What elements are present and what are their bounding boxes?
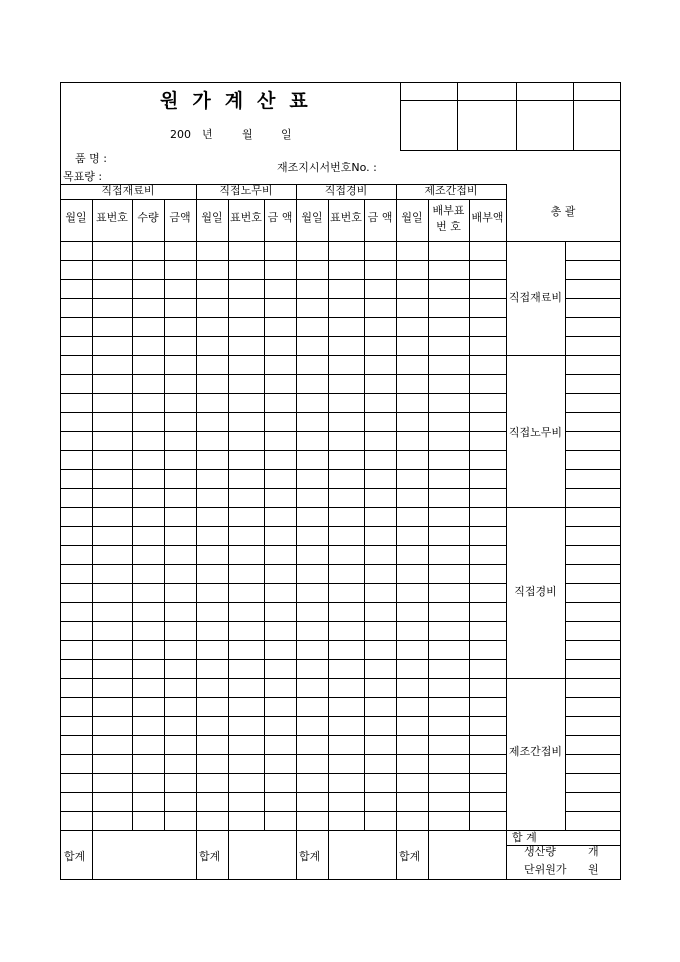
grid-line: [565, 545, 621, 546]
grid-line: [565, 374, 621, 375]
grid-line: [132, 199, 133, 831]
grid-line: [60, 879, 621, 880]
grid-line: [164, 199, 165, 831]
grid-line: [400, 100, 621, 101]
grid-line: [565, 317, 621, 318]
grid-line: [565, 735, 621, 736]
grid-line: [565, 488, 621, 489]
grid-line: [60, 260, 507, 261]
grid-line: [469, 199, 470, 831]
group-header-direct-labor: 직접노무비: [219, 184, 273, 197]
date-day-unit: 일: [281, 128, 292, 141]
summary-section-label: 직접재료비: [508, 291, 563, 304]
grid-line: [60, 526, 507, 527]
grid-line: [565, 355, 621, 356]
grid-line: [565, 412, 621, 413]
grid-line: [60, 564, 507, 565]
col-header: 금액: [169, 211, 191, 224]
product-name-label: 품 명 :: [75, 152, 107, 165]
grid-line: [60, 336, 507, 337]
summary-section-label: 제조간접비: [508, 745, 563, 758]
grid-line: [565, 583, 621, 584]
grid-line: [364, 199, 365, 831]
page-title: 원가계산표: [160, 90, 322, 112]
col-header: 월일: [201, 211, 223, 224]
col-header: 표번호: [230, 211, 262, 224]
grid-line: [328, 199, 329, 831]
grid-line: [565, 697, 621, 698]
col-header: 수량: [137, 211, 159, 224]
unit-cost-label: 단위원가: [524, 863, 567, 876]
grid-line: [228, 830, 229, 880]
grid-line: [60, 811, 507, 812]
cost-unit: 원: [588, 863, 599, 876]
grid-line: [60, 488, 507, 489]
total-label: 합계: [64, 850, 86, 863]
grid-line: [620, 82, 621, 880]
order-no-label: 재조지시서번호No. :: [277, 161, 377, 174]
grid-line: [60, 773, 507, 774]
col-header: 표번호: [96, 211, 128, 224]
grid-line: [60, 199, 507, 200]
grid-line: [400, 150, 621, 151]
grid-line: [60, 602, 507, 603]
grid-line: [328, 830, 329, 880]
grid-line: [60, 82, 621, 83]
grid-line: [565, 659, 621, 660]
grid-line: [60, 317, 507, 318]
grid-line: [565, 336, 621, 337]
production-qty-label: 생산량: [524, 845, 556, 858]
grid-line: [60, 374, 507, 375]
grid-line: [428, 199, 429, 831]
total-label: 합계: [399, 850, 421, 863]
grid-line: [565, 678, 621, 679]
grid-line: [516, 82, 517, 151]
date-year-unit: 년: [202, 128, 213, 141]
grid-line: [565, 507, 621, 508]
qty-unit: 개: [588, 845, 599, 858]
grid-line: [60, 279, 507, 280]
group-header-summary: 총 괄: [550, 205, 576, 218]
group-header-direct-expense: 직접경비: [324, 184, 368, 197]
grid-line: [228, 199, 229, 831]
grid-line: [60, 792, 507, 793]
grid-line: [60, 697, 507, 698]
total-label: 합계: [299, 850, 321, 863]
grid-line: [60, 621, 507, 622]
grid-line: [565, 564, 621, 565]
grid-line: [457, 82, 458, 151]
col-header: 표번호: [330, 211, 362, 224]
group-header-direct-material: 직접재료비: [101, 184, 155, 197]
grid-line: [565, 792, 621, 793]
grid-line: [60, 507, 507, 508]
col-header: 월일: [401, 211, 423, 224]
grid-line: [60, 640, 507, 641]
grid-line: [565, 279, 621, 280]
date-year: 200: [170, 128, 191, 141]
grid-line: [565, 811, 621, 812]
grid-line: [565, 754, 621, 755]
grid-line: [60, 678, 507, 679]
grid-line: [573, 82, 574, 151]
grid-line: [565, 241, 566, 831]
grid-line: [60, 545, 507, 546]
total-label: 합계: [199, 850, 221, 863]
grid-line: [428, 830, 429, 880]
grid-line: [565, 526, 621, 527]
grid-line: [264, 199, 265, 831]
grid-line: [565, 393, 621, 394]
grid-line: [565, 469, 621, 470]
grid-line: [60, 412, 507, 413]
grid-line: [565, 298, 621, 299]
grid-line: [565, 260, 621, 261]
col-header: 금 액: [367, 211, 393, 224]
grid-line: [60, 716, 507, 717]
grid-line: [60, 241, 621, 242]
summary-section-label: 직접노무비: [508, 426, 563, 439]
col-header: 금 액: [267, 211, 293, 224]
grid-line: [60, 298, 507, 299]
grid-line: [60, 469, 507, 470]
col-header: 배부표: [432, 204, 465, 217]
grid-line: [565, 640, 621, 641]
grid-line: [60, 583, 507, 584]
grid-line: [565, 602, 621, 603]
date-month-unit: 월: [242, 128, 253, 141]
col-header: 번 호: [436, 220, 461, 233]
summary-total-label: 합 계: [512, 831, 537, 844]
grid-line: [60, 735, 507, 736]
grid-line: [565, 621, 621, 622]
col-header: 월일: [301, 211, 323, 224]
grid-line: [60, 450, 507, 451]
group-header-overhead: 제조간접비: [424, 184, 478, 197]
grid-line: [60, 431, 507, 432]
grid-line: [565, 773, 621, 774]
grid-line: [60, 355, 507, 356]
grid-line: [565, 450, 621, 451]
grid-line: [60, 393, 507, 394]
grid-line: [400, 82, 401, 151]
grid-line: [60, 82, 61, 880]
grid-line: [60, 659, 507, 660]
target-qty-label: 목표량 :: [63, 170, 103, 183]
grid-line: [60, 754, 507, 755]
col-header: 배부액: [471, 211, 504, 224]
grid-line: [565, 716, 621, 717]
col-header: 월일: [65, 211, 87, 224]
grid-line: [92, 199, 93, 831]
grid-line: [506, 184, 507, 880]
grid-line: [565, 431, 621, 432]
grid-line: [92, 830, 93, 880]
summary-section-label: 직접경비: [514, 585, 557, 598]
